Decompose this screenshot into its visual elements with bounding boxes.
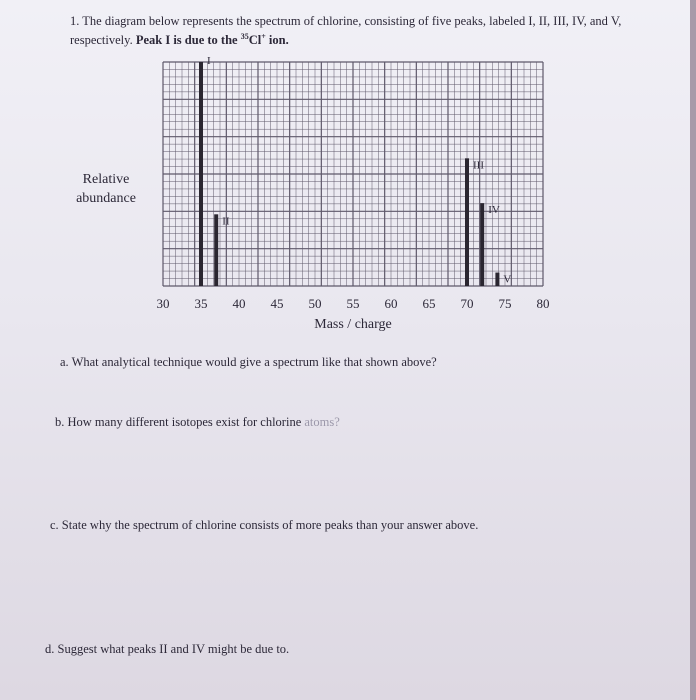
x-tick-label: 60 <box>384 296 398 311</box>
question-a: a. What analytical technique would give a spectrum like that shown above? <box>60 355 437 369</box>
peak-label-v: V <box>503 273 512 286</box>
x-tick-label: 45 <box>270 296 284 311</box>
question-c: c. State why the spectrum of chlorine consists of more peaks than your answer above. <box>50 518 479 532</box>
ion-symbol: Cl <box>248 33 262 48</box>
peak-bar-v <box>495 273 499 286</box>
peak-label-iv: IV <box>488 204 500 217</box>
question-bold-post: ion. <box>268 33 289 48</box>
peak-label-i: I <box>207 55 211 67</box>
question-b <box>55 415 340 430</box>
x-tick-label: 50 <box>308 296 322 311</box>
chart-grid <box>163 62 543 286</box>
x-tick-label: 75 <box>498 296 512 311</box>
y-axis-label: Relative abundance <box>76 172 136 206</box>
peak-label-iii: III <box>473 159 484 172</box>
x-tick-label: 55 <box>346 296 360 311</box>
isotope-mass: 35 <box>240 32 249 41</box>
x-tick-label: 30 <box>156 296 170 311</box>
peak-bar-i <box>199 62 203 286</box>
x-tick-label: 35 <box>194 296 208 311</box>
question-text: The diagram below represents the spectrum of chlorine, consisting of five peaks, labeled I, II, III, IV, and V, respectively. <box>70 14 622 48</box>
question-b-text: b. How many different isotopes exist for chlorine <box>55 415 302 429</box>
x-tick-label: 65 <box>422 296 436 311</box>
peak-bar-iv <box>480 203 484 286</box>
ion-charge: + <box>261 32 266 41</box>
question-b-faint: atoms? <box>304 415 340 429</box>
question-bold-pre: Peak I is due to the <box>135 33 238 48</box>
peak-bar-iii <box>465 158 469 286</box>
question-d: d. Suggest what peaks II and IV might be due to. <box>45 642 290 656</box>
x-axis-label: Mass / charge <box>314 317 392 332</box>
peak-bar-ii <box>214 214 218 286</box>
x-tick-label: 70 <box>460 296 474 311</box>
peak-label-ii: II <box>222 215 230 228</box>
x-tick-label: 40 <box>232 296 246 311</box>
question-number: 1. <box>70 14 80 28</box>
x-tick-label: 80 <box>536 296 550 311</box>
